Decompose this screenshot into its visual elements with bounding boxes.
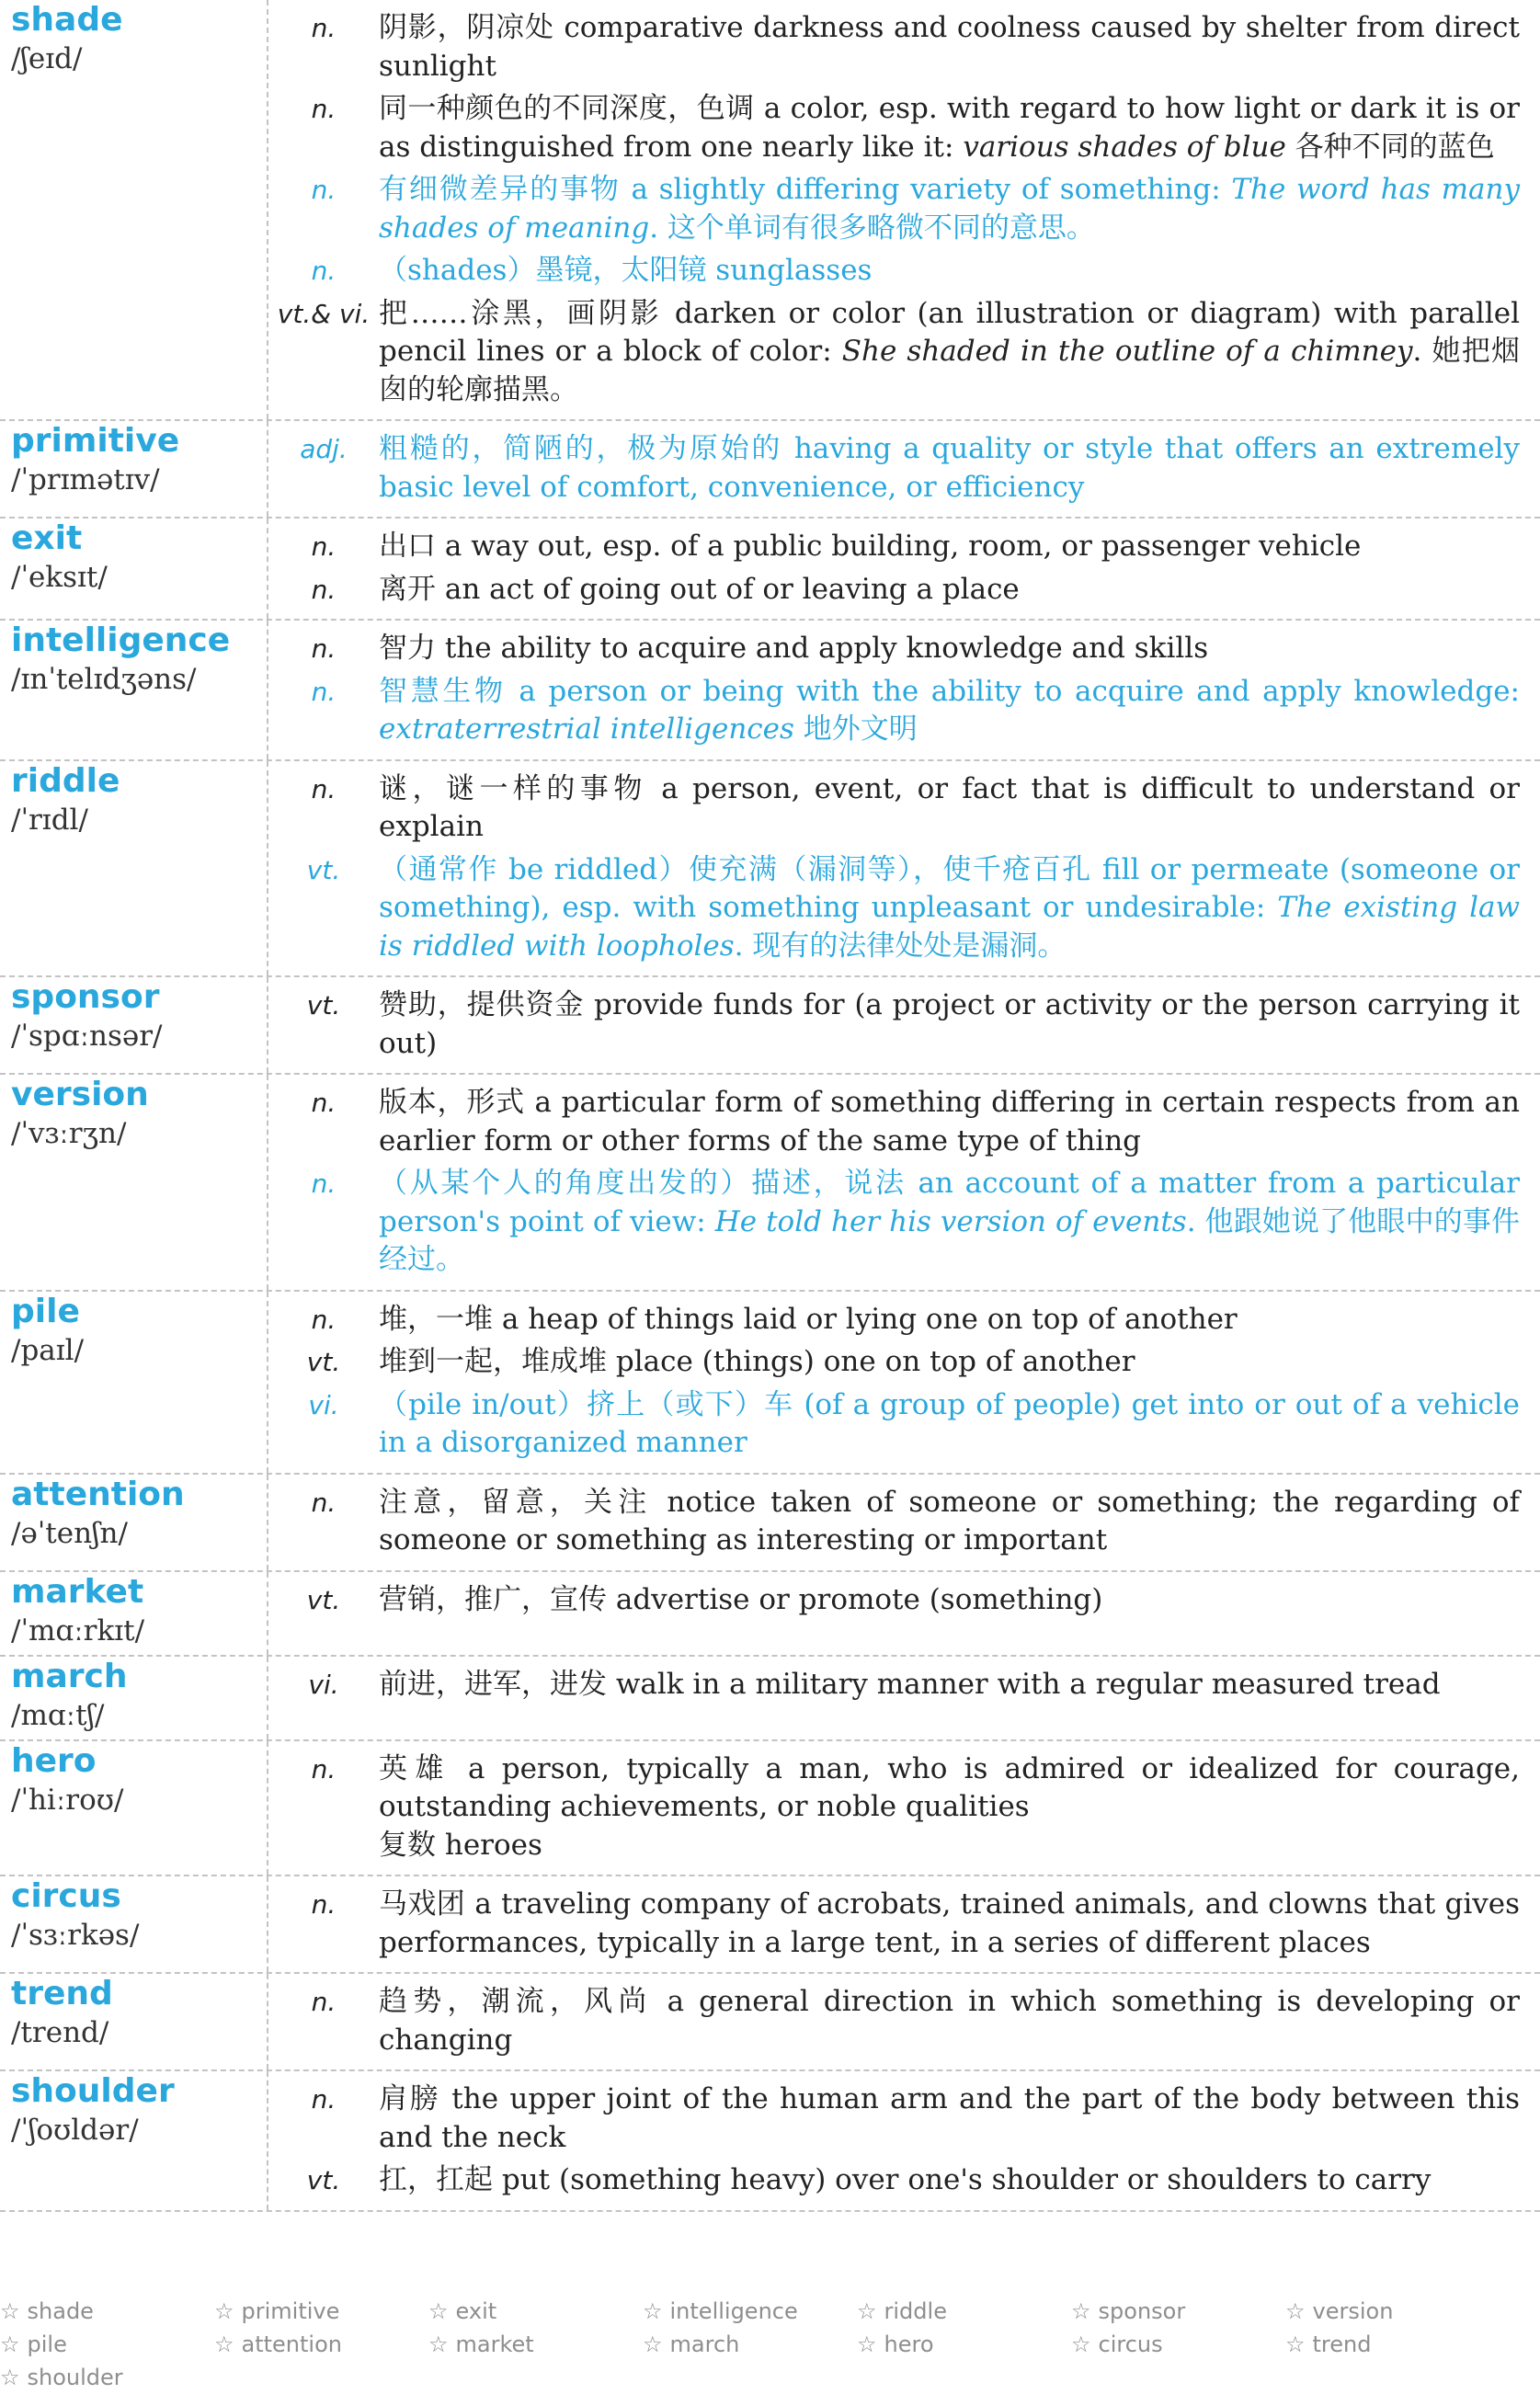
part-of-speech: n. bbox=[311, 256, 337, 286]
definition bbox=[379, 90, 1520, 166]
headword-cell bbox=[0, 1741, 268, 1875]
definitions-cell bbox=[268, 1075, 1540, 1290]
definition-text: 有细微差异的事物 a slightly differing variety of something: bbox=[379, 173, 1232, 206]
example-translation: 地外文明 bbox=[793, 712, 918, 746]
headword-cell bbox=[0, 977, 268, 1073]
phonetic: /ˈʃoʊldər/ bbox=[11, 2114, 139, 2147]
index-word: march bbox=[669, 2331, 740, 2357]
star-icon: ☆ bbox=[643, 2331, 663, 2357]
definition-text: 前进，进军，进发 walk in a military manner with a regular measured tread bbox=[379, 1667, 1441, 1701]
part-of-speech: n. bbox=[311, 1753, 337, 1784]
entry-row bbox=[0, 1974, 1540, 2071]
headword: riddle bbox=[11, 761, 120, 800]
definition-text: 英雄 a person, typically a man, who is admired or idealized for courage, outstanding achievements, or noble qualities bbox=[379, 1751, 1520, 1823]
headword-cell bbox=[0, 0, 268, 419]
star-icon: ☆ bbox=[428, 2331, 449, 2357]
definition-text: 出口 a way out, esp. of a public building, room, or passenger vehicle bbox=[379, 530, 1362, 563]
example-translation: . 他跟她说了他眼中的事件经过。 bbox=[379, 1204, 1520, 1276]
star-icon: ☆ bbox=[0, 2365, 20, 2390]
definitions-cell bbox=[268, 1475, 1540, 1570]
index-item bbox=[1285, 2328, 1500, 2361]
entry-row bbox=[0, 0, 1540, 421]
sense bbox=[268, 630, 1520, 668]
part-of-speech: n. bbox=[311, 1088, 337, 1118]
index-item bbox=[0, 2328, 214, 2361]
star-icon: ☆ bbox=[857, 2298, 877, 2324]
example: The word has many shades of meaning bbox=[379, 173, 1521, 245]
headword-cell bbox=[0, 761, 268, 976]
index-word: attention bbox=[241, 2331, 342, 2357]
definition bbox=[379, 171, 1520, 247]
definition-text: 智慧生物 a person or being with the ability to acquire and apply knowledge: bbox=[379, 674, 1520, 708]
headword-cell bbox=[0, 1292, 268, 1473]
part-of-speech: vi. bbox=[308, 1669, 339, 1700]
definition-text: 谜，谜一样的事物 a person, event, or fact that is difficult to understand or explain bbox=[379, 771, 1520, 843]
sense bbox=[268, 1666, 1520, 1704]
part-of-speech: n. bbox=[311, 574, 337, 605]
headword-cell bbox=[0, 1075, 268, 1290]
sense bbox=[268, 1084, 1520, 1160]
definitions-cell bbox=[268, 1657, 1540, 1739]
index-word: pile bbox=[27, 2331, 67, 2357]
star-icon: ☆ bbox=[428, 2298, 449, 2324]
definition bbox=[379, 1983, 1520, 2059]
definition bbox=[379, 1581, 1520, 1620]
phonetic: /ˈrɪdl/ bbox=[11, 803, 88, 837]
sense bbox=[268, 1386, 1520, 1463]
definitions-cell bbox=[268, 421, 1540, 517]
sense bbox=[268, 90, 1520, 166]
star-icon: ☆ bbox=[214, 2298, 234, 2324]
part-of-speech: n. bbox=[311, 94, 337, 124]
definition-text: （pile in/out）挤上（或下）车 (of a group of people) get into or out of a vehicle in a disorganized manner bbox=[379, 1387, 1520, 1459]
definition bbox=[379, 2080, 1520, 2157]
headword: attention bbox=[11, 1475, 185, 1513]
sense bbox=[268, 295, 1520, 410]
star-icon: ☆ bbox=[0, 2298, 20, 2324]
index-word: trend bbox=[1312, 2331, 1372, 2357]
entry-row bbox=[0, 1657, 1540, 1741]
entry-row bbox=[0, 2071, 1540, 2212]
definition bbox=[379, 528, 1520, 566]
entry-row bbox=[0, 519, 1540, 621]
index-word: shade bbox=[27, 2298, 94, 2324]
example: She shaded in the outline of a chimney bbox=[841, 335, 1413, 368]
part-of-speech: vt. bbox=[306, 1584, 341, 1615]
index-item bbox=[1071, 2328, 1285, 2361]
star-icon: ☆ bbox=[643, 2298, 663, 2324]
definition bbox=[379, 571, 1520, 610]
headword: exit bbox=[11, 519, 83, 557]
entry-row bbox=[0, 421, 1540, 519]
sense bbox=[268, 851, 1520, 966]
example: He told her his version of events bbox=[714, 1204, 1187, 1238]
sense bbox=[268, 1983, 1520, 2059]
definitions-cell bbox=[268, 1292, 1540, 1473]
sense bbox=[268, 171, 1520, 247]
headword: market bbox=[11, 1572, 144, 1611]
sense bbox=[268, 9, 1520, 86]
phonetic: /mɑːtʃ/ bbox=[11, 1698, 105, 1732]
headword: hero bbox=[11, 1741, 97, 1780]
definition bbox=[379, 252, 1520, 291]
definition-text: 趋势，潮流，风尚 a general direction in which something is developing or changing bbox=[379, 1985, 1520, 2057]
star-icon: ☆ bbox=[214, 2331, 234, 2357]
definition-text: 注意，留意，关注 notice taken of someone or something; the regarding of someone or something as interesting or important bbox=[379, 1485, 1520, 1556]
sense bbox=[268, 1581, 1520, 1620]
headword-cell bbox=[0, 2071, 268, 2210]
definition-text: 把……涂黑，画阴影 darken or color (an illustration or diagram) with parallel pencil lines or a block of color: bbox=[379, 296, 1520, 368]
part-of-speech: n. bbox=[311, 2084, 337, 2115]
entry-row bbox=[0, 1876, 1540, 1974]
definitions-cell bbox=[268, 1741, 1540, 1875]
sense bbox=[268, 430, 1520, 507]
phonetic: /ˈmɑːrkɪt/ bbox=[11, 1613, 145, 1647]
definition bbox=[379, 430, 1520, 507]
headword: pile bbox=[11, 1292, 80, 1330]
example: extraterrestrial intelligences bbox=[379, 712, 794, 746]
index-word: version bbox=[1312, 2298, 1394, 2324]
definitions-cell bbox=[268, 1876, 1540, 1972]
part-of-speech: n. bbox=[311, 1987, 337, 2017]
definition-text: 版本，形式 a particular form of something differing in certain respects from an earlier form or other forms of the same type of thing bbox=[379, 1086, 1520, 1157]
star-icon: ☆ bbox=[857, 2331, 877, 2357]
star-icon: ☆ bbox=[1285, 2331, 1306, 2357]
definitions-cell bbox=[268, 1974, 1540, 2069]
sense bbox=[268, 2080, 1520, 2157]
sense bbox=[268, 1484, 1520, 1560]
headword: trend bbox=[11, 1975, 113, 2012]
definition bbox=[379, 9, 1520, 86]
definitions-cell bbox=[268, 621, 1540, 759]
entry-row bbox=[0, 1292, 1540, 1475]
example-translation: 各种不同的蓝色 bbox=[1285, 130, 1495, 164]
definition bbox=[379, 851, 1520, 966]
definition-text: （shades）墨镜，太阳镜 sunglasses bbox=[379, 254, 873, 287]
headword-cell bbox=[0, 1657, 268, 1739]
part-of-speech: n. bbox=[311, 633, 337, 664]
part-of-speech: vt. bbox=[306, 990, 341, 1020]
headword: primitive bbox=[11, 422, 180, 460]
headword-cell bbox=[0, 1572, 268, 1655]
index-item bbox=[643, 2328, 857, 2361]
phonetic: /paɪl/ bbox=[11, 1333, 85, 1367]
headword-cell bbox=[0, 621, 268, 759]
part-of-speech: adj. bbox=[300, 434, 348, 464]
phonetic: /ɪnˈtelɪdʒəns/ bbox=[11, 663, 197, 696]
definition-text: 阴影，阴凉处 comparative darkness and coolness caused by shelter from direct sunlight bbox=[379, 11, 1520, 83]
part-of-speech: n. bbox=[311, 531, 337, 562]
star-icon: ☆ bbox=[0, 2331, 20, 2357]
sense bbox=[268, 2161, 1520, 2200]
definition-text: （通常作 be riddled）使充满（漏洞等），使千疮百孔 fill or permeate (someone or something), esp. with something unpleasant or undesirable: bbox=[379, 852, 1520, 924]
definition bbox=[379, 986, 1520, 1063]
definitions-cell bbox=[268, 0, 1540, 419]
definition-text: 扛，扛起 put (something heavy) over one's shoulder or shoulders to carry bbox=[379, 2163, 1432, 2196]
star-icon: ☆ bbox=[1071, 2298, 1091, 2324]
part-of-speech: n. bbox=[311, 676, 337, 707]
example-translation: . 这个单词有很多略微不同的意思。 bbox=[649, 211, 1095, 245]
part-of-speech: vt. bbox=[306, 2165, 341, 2195]
definition-text: 肩膀 the upper joint of the human arm and the part of the body between this and the neck bbox=[379, 2082, 1520, 2154]
headword: version bbox=[11, 1076, 149, 1113]
headword: march bbox=[11, 1657, 128, 1695]
example-translation: . 她把烟囱的轮廓描黑。 bbox=[379, 335, 1520, 406]
definition bbox=[379, 1301, 1520, 1340]
index-word: sponsor bbox=[1098, 2298, 1186, 2324]
example: various shades of blue bbox=[963, 130, 1286, 164]
word-index bbox=[0, 2295, 1540, 2394]
phonetic: /əˈtenʃn/ bbox=[11, 1516, 128, 1550]
definitions-cell bbox=[268, 2071, 1540, 2210]
entry-row bbox=[0, 977, 1540, 1075]
definition bbox=[379, 1084, 1520, 1160]
definition bbox=[379, 1343, 1520, 1382]
definition bbox=[379, 1484, 1520, 1560]
definition-text: 粗糙的，简陋的，极为原始的 having a quality or style that offers an extremely basic level of comfort, convenience, or efficiency bbox=[379, 432, 1520, 504]
phonetic: /ˈvɜːrʒn/ bbox=[11, 1117, 127, 1150]
index-item bbox=[428, 2328, 643, 2361]
index-item bbox=[214, 2295, 428, 2328]
sense bbox=[268, 571, 1520, 610]
headword: intelligence bbox=[11, 621, 231, 659]
index-item bbox=[428, 2295, 643, 2328]
part-of-speech: n. bbox=[311, 773, 337, 804]
index-word: shoulder bbox=[27, 2365, 123, 2390]
part-of-speech: n. bbox=[311, 1168, 337, 1199]
index-item bbox=[214, 2328, 428, 2361]
definition-text: 营销，推广，宣传 advertise or promote (something) bbox=[379, 1582, 1103, 1616]
part-of-speech: vt.& vi. bbox=[277, 298, 371, 329]
entry-row bbox=[0, 761, 1540, 978]
index-item bbox=[643, 2295, 857, 2328]
plural-form: 复数 heroes bbox=[379, 1828, 542, 1862]
index-word: market bbox=[455, 2331, 534, 2357]
phonetic: /ˈspɑːnsər/ bbox=[11, 1020, 163, 1053]
star-icon: ☆ bbox=[1285, 2298, 1306, 2324]
headword-cell bbox=[0, 1876, 268, 1972]
example-translation: . 现有的法律处处是漏洞。 bbox=[734, 929, 1067, 963]
definition bbox=[379, 1165, 1520, 1280]
sense bbox=[268, 1750, 1520, 1865]
sense bbox=[268, 252, 1520, 291]
entry-row bbox=[0, 1741, 1540, 1877]
phonetic: /ʃeɪd/ bbox=[11, 42, 83, 75]
index-item bbox=[1071, 2295, 1285, 2328]
index-word: intelligence bbox=[669, 2298, 798, 2324]
sense bbox=[268, 986, 1520, 1063]
definition-text: 堆到一起，堆成堆 place (things) one on top of another bbox=[379, 1345, 1135, 1378]
index-row bbox=[0, 2328, 1540, 2361]
index-word: riddle bbox=[884, 2298, 947, 2324]
headword: shade bbox=[11, 1, 123, 39]
definition-text: （从某个人的角度出发的）描述，说法 an account of a matter from a particular person's point of view: bbox=[379, 1167, 1520, 1238]
definition bbox=[379, 2161, 1520, 2200]
index-word: circus bbox=[1098, 2331, 1163, 2357]
sense bbox=[268, 1886, 1520, 1962]
part-of-speech: n. bbox=[311, 13, 337, 43]
part-of-speech: n. bbox=[311, 175, 337, 205]
sense bbox=[268, 770, 1520, 847]
part-of-speech: vi. bbox=[308, 1389, 339, 1420]
headword-cell bbox=[0, 421, 268, 517]
part-of-speech: vt. bbox=[306, 1347, 341, 1377]
definition bbox=[379, 630, 1520, 668]
definitions-cell bbox=[268, 519, 1540, 619]
phonetic: /ˈhiːroʊ/ bbox=[11, 1783, 124, 1817]
index-item bbox=[857, 2295, 1071, 2328]
sense bbox=[268, 673, 1520, 749]
definition-text: 同一种颜色的不同深度，色调 a color, esp. with regard to how light or dark it is or as distinguished from one nearly like it: bbox=[379, 92, 1520, 164]
phonetic: /ˈeksɪt/ bbox=[11, 561, 108, 594]
part-of-speech: n. bbox=[311, 1304, 337, 1335]
index-item bbox=[0, 2295, 214, 2328]
phonetic: /ˈsɜːrkəs/ bbox=[11, 1919, 140, 1952]
entry-row bbox=[0, 1572, 1540, 1657]
definitions-cell bbox=[268, 1572, 1540, 1655]
headword-cell bbox=[0, 1974, 268, 2069]
phonetic: /ˈprɪmətɪv/ bbox=[11, 463, 160, 496]
definition-text: 赞助，提供资金 provide funds for (a project or activity or the person carrying it out) bbox=[379, 988, 1520, 1060]
index-row bbox=[0, 2295, 1540, 2328]
entry-row bbox=[0, 1475, 1540, 1572]
headword: shoulder bbox=[11, 2072, 175, 2110]
star-icon: ☆ bbox=[1071, 2331, 1091, 2357]
index-item bbox=[857, 2328, 1071, 2361]
definition bbox=[379, 770, 1520, 847]
part-of-speech: n. bbox=[311, 1487, 337, 1518]
definition-text: 堆，一堆 a heap of things laid or lying one on top of another bbox=[379, 1302, 1238, 1336]
sense bbox=[268, 1343, 1520, 1382]
part-of-speech: vt. bbox=[306, 854, 341, 885]
sense bbox=[268, 1165, 1520, 1280]
definition bbox=[379, 1750, 1520, 1865]
index-item bbox=[1285, 2295, 1500, 2328]
example: The existing law is riddled with loopholes bbox=[379, 891, 1521, 963]
sense bbox=[268, 1301, 1520, 1340]
headword: circus bbox=[11, 1877, 121, 1915]
sense bbox=[268, 528, 1520, 566]
definition bbox=[379, 295, 1520, 410]
definitions-cell bbox=[268, 761, 1540, 976]
definition bbox=[379, 1386, 1520, 1463]
definition bbox=[379, 1666, 1520, 1704]
phonetic: /trend/ bbox=[11, 2016, 109, 2049]
definitions-cell bbox=[268, 977, 1540, 1073]
headword-cell bbox=[0, 519, 268, 619]
definition-text: 马戏团 a traveling company of acrobats, trained animals, and clowns that gives performances, typically in a large tent, in a series of different places bbox=[379, 1887, 1520, 1959]
definition-text: 离开 an act of going out of or leaving a place bbox=[379, 572, 1020, 606]
definition-text: 智力 the ability to acquire and apply knowledge and skills bbox=[379, 632, 1209, 665]
entry-row bbox=[0, 1075, 1540, 1292]
index-word: exit bbox=[455, 2298, 497, 2324]
index-word: primitive bbox=[241, 2298, 340, 2324]
index-word: hero bbox=[884, 2331, 934, 2357]
definition bbox=[379, 673, 1520, 749]
part-of-speech: n. bbox=[311, 1889, 337, 1920]
headword-cell bbox=[0, 1475, 268, 1570]
definition bbox=[379, 1886, 1520, 1962]
entry-row bbox=[0, 621, 1540, 761]
headword: sponsor bbox=[11, 978, 160, 1016]
